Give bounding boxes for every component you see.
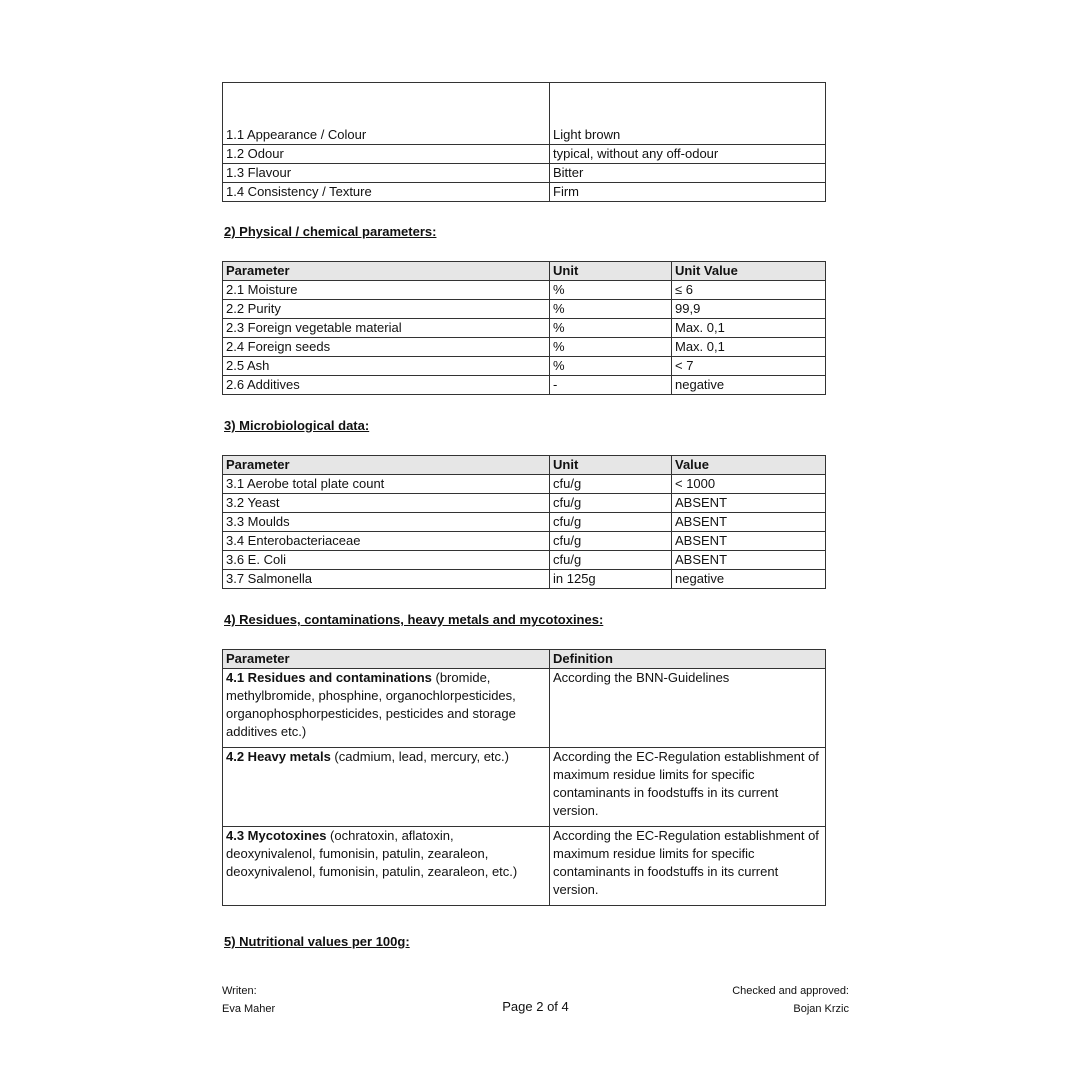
unit-cell: cfu/g xyxy=(550,532,672,551)
unit-cell: cfu/g xyxy=(550,513,672,532)
param-cell: 3.1 Aerobe total plate count xyxy=(223,475,550,494)
param-cell: 1.4 Consistency / Texture xyxy=(223,183,550,202)
table-cell xyxy=(550,83,826,127)
column-header: Parameter xyxy=(223,456,550,475)
value-cell: Bitter xyxy=(550,164,826,183)
value-cell: Max. 0,1 xyxy=(672,338,826,357)
column-header: Parameter xyxy=(223,262,550,281)
table-row xyxy=(223,475,826,494)
column-header: Unit Value xyxy=(672,262,826,281)
value-cell: ABSENT xyxy=(672,551,826,570)
table-row xyxy=(223,281,826,300)
unit-cell: % xyxy=(550,338,672,357)
param-cell: 3.4 Enterobacteriaceae xyxy=(223,532,550,551)
table-row xyxy=(223,164,826,183)
footer-approved xyxy=(732,982,849,1018)
microbiological-table xyxy=(222,455,826,589)
sensory-table xyxy=(222,82,826,202)
table-row xyxy=(223,357,826,376)
param-cell: 2.4 Foreign seeds xyxy=(223,338,550,357)
unit-cell: in 125g xyxy=(550,570,672,589)
table-row xyxy=(223,748,826,827)
column-header: Value xyxy=(672,456,826,475)
param-cell xyxy=(223,748,550,827)
written-name: Eva Maher xyxy=(222,1003,276,1015)
written-label: Writen: xyxy=(222,985,257,997)
param-cell: 3.7 Salmonella xyxy=(223,570,550,589)
param-cell: 2.2 Purity xyxy=(223,300,550,319)
column-header: Unit xyxy=(550,456,672,475)
value-cell: Firm xyxy=(550,183,826,202)
definition-cell: According the BNN-Guidelines xyxy=(550,669,826,748)
table-row xyxy=(223,669,826,748)
param-cell: 2.6 Additives xyxy=(223,376,550,395)
unit-cell: cfu/g xyxy=(550,475,672,494)
value-cell: ABSENT xyxy=(672,494,826,513)
section-title-microbiological: 3) Microbiological data: xyxy=(224,418,370,433)
value-cell: Max. 0,1 xyxy=(672,319,826,338)
table-row xyxy=(223,145,826,164)
table-header-row xyxy=(223,650,826,669)
param-cell xyxy=(223,827,550,906)
page-number: Page 2 of 4 xyxy=(502,999,569,1014)
unit-cell: % xyxy=(550,300,672,319)
table-row xyxy=(223,83,826,127)
param-cell xyxy=(223,669,550,748)
param-details: (bromide, methylbromide, phosphine, organochlorpesticides, organophosphorpesticides, pesticides and storage additives etc.) xyxy=(226,670,516,739)
definition-cell: According the EC-Regulation establishment of maximum residue limits for specific contaminants in foodstuffs in its current version. xyxy=(550,827,826,906)
param-cell: 1.2 Odour xyxy=(223,145,550,164)
table-row xyxy=(223,338,826,357)
physical-table xyxy=(222,261,826,395)
param-cell: 2.3 Foreign vegetable material xyxy=(223,319,550,338)
param-cell: 1.1 Appearance / Colour xyxy=(223,126,550,145)
definition-cell: According the EC-Regulation establishment of maximum residue limits for specific contaminants in foodstuffs in its current version. xyxy=(550,748,826,827)
table-row xyxy=(223,827,826,906)
table-header-row xyxy=(223,456,826,475)
table-row xyxy=(223,494,826,513)
table-header-row xyxy=(223,262,826,281)
value-cell: 99,9 xyxy=(672,300,826,319)
param-cell: 2.1 Moisture xyxy=(223,281,550,300)
table-row xyxy=(223,300,826,319)
value-cell: typical, without any off-odour xyxy=(550,145,826,164)
table-row xyxy=(223,319,826,338)
column-header: Definition xyxy=(550,650,826,669)
unit-cell: % xyxy=(550,319,672,338)
table-row xyxy=(223,513,826,532)
section-title-residues: 4) Residues, contaminations, heavy metals and mycotoxines: xyxy=(224,612,604,627)
param-cell: 3.6 E. Coli xyxy=(223,551,550,570)
approved-label: Checked and approved: xyxy=(732,985,849,997)
value-cell: ≤ 6 xyxy=(672,281,826,300)
value-cell: negative xyxy=(672,376,826,395)
param-cell: 3.3 Moulds xyxy=(223,513,550,532)
value-cell: Light brown xyxy=(550,126,826,145)
value-cell: < 7 xyxy=(672,357,826,376)
param-details: (ochratoxin, aflatoxin, deoxynivalenol, fumonisin, patulin, zearaleon, deoxynivalenol, fumonisin, patulin, zearaleon, etc.) xyxy=(226,828,518,879)
table-row xyxy=(223,532,826,551)
param-name: 4.1 Residues and contaminations xyxy=(226,670,432,685)
param-cell: 2.5 Ash xyxy=(223,357,550,376)
table-row xyxy=(223,126,826,145)
unit-cell: cfu/g xyxy=(550,551,672,570)
param-details: (cadmium, lead, mercury, etc.) xyxy=(330,749,509,764)
unit-cell: % xyxy=(550,281,672,300)
value-cell: negative xyxy=(672,570,826,589)
table-cell xyxy=(223,83,550,127)
approved-name: Bojan Krzic xyxy=(793,1003,849,1015)
section-title-nutrition: 5) Nutritional values per 100g: xyxy=(224,934,410,949)
param-name: 4.3 Mycotoxines xyxy=(226,828,327,843)
column-header: Parameter xyxy=(223,650,550,669)
value-cell: ABSENT xyxy=(672,532,826,551)
param-cell: 1.3 Flavour xyxy=(223,164,550,183)
param-name: 4.2 Heavy metals xyxy=(226,749,331,764)
unit-cell: % xyxy=(550,357,672,376)
unit-cell: cfu/g xyxy=(550,494,672,513)
value-cell: ABSENT xyxy=(672,513,826,532)
section-title-physical: 2) Physical / chemical parameters: xyxy=(224,224,437,239)
residues-table xyxy=(222,649,826,906)
table-row xyxy=(223,570,826,589)
column-header: Unit xyxy=(550,262,672,281)
table-row xyxy=(223,376,826,395)
table-row xyxy=(223,183,826,202)
param-cell: 3.2 Yeast xyxy=(223,494,550,513)
table-row xyxy=(223,551,826,570)
unit-cell: - xyxy=(550,376,672,395)
value-cell: < 1000 xyxy=(672,475,826,494)
